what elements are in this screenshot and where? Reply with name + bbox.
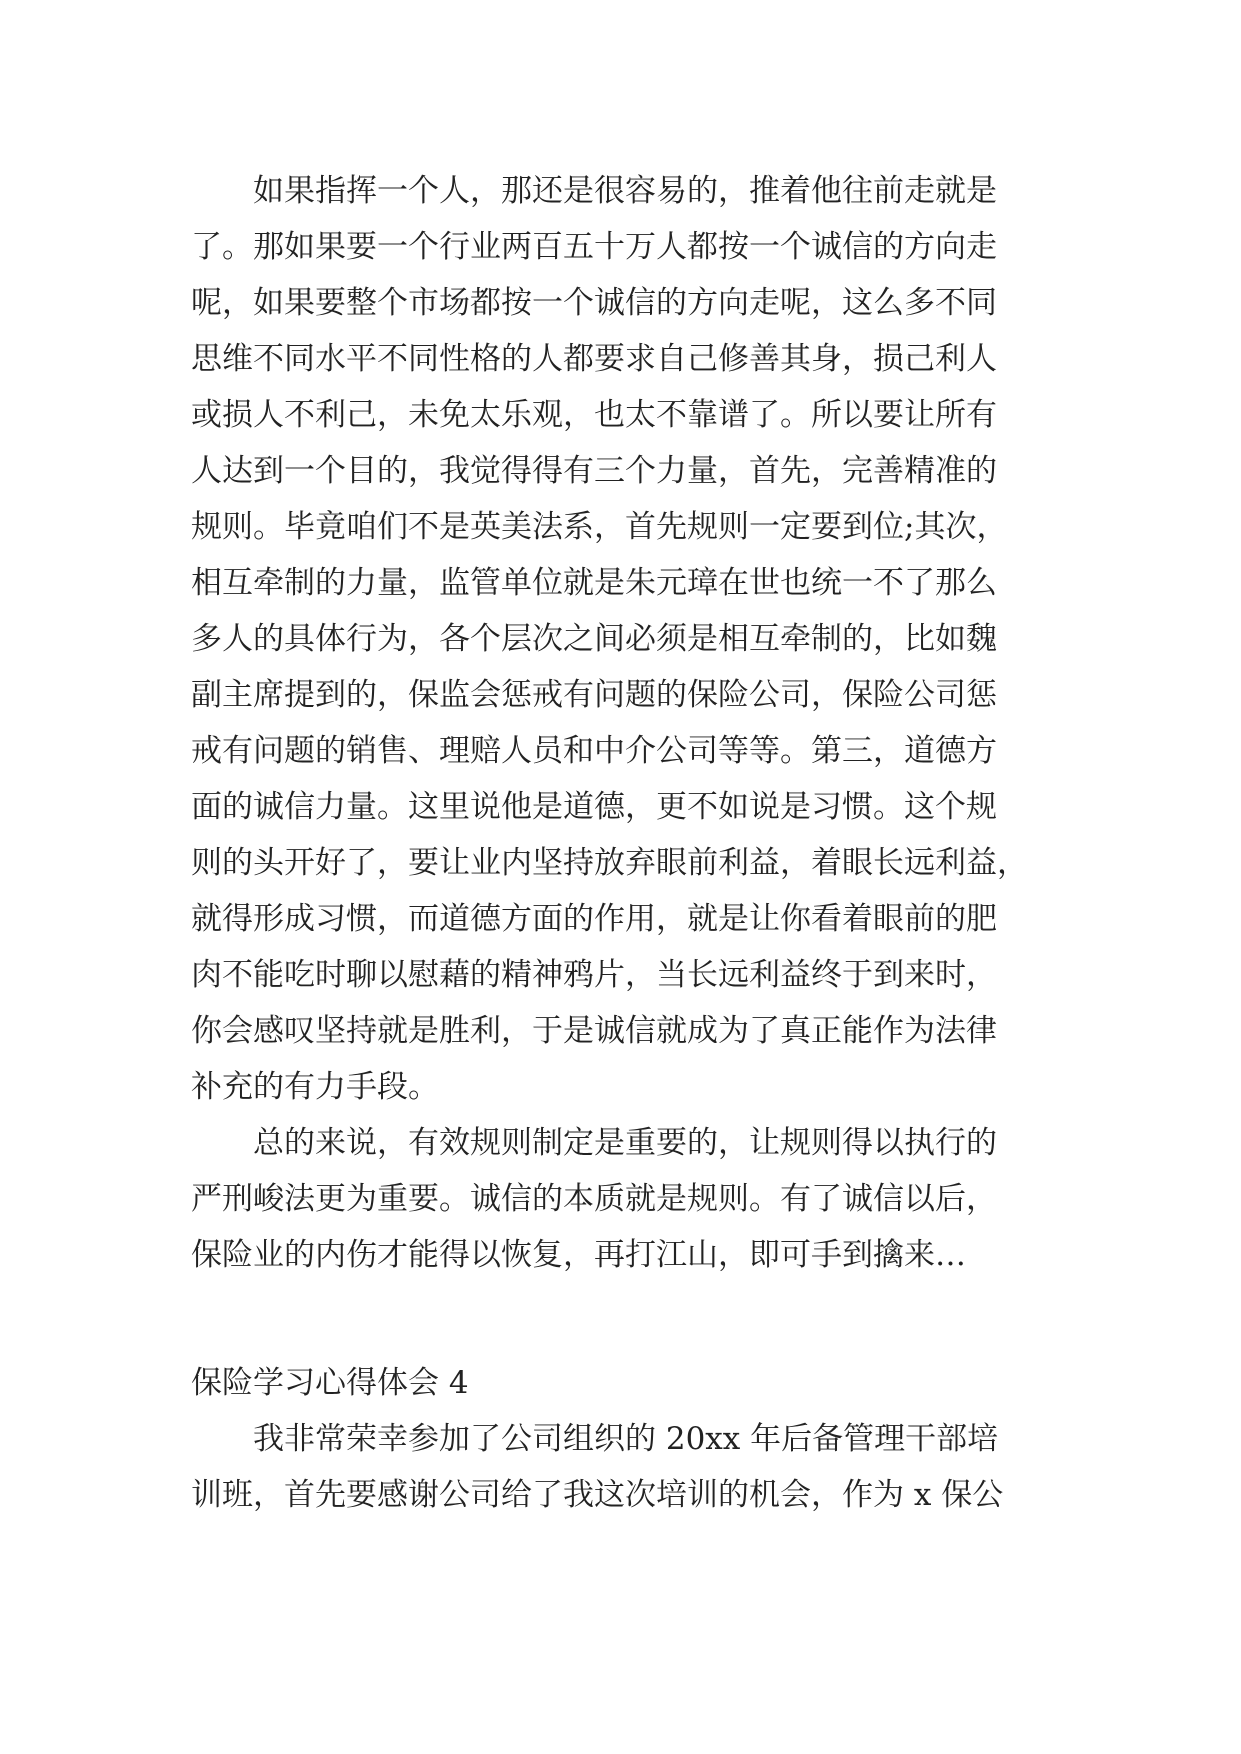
paragraph-line: 了。那如果要一个行业两百五十万人都按一个诚信的方向走	[191, 229, 997, 265]
paragraph-line: 规则。毕竟咱们不是英美法系，首先规则一定要到位;其次，	[191, 509, 1008, 545]
paragraph-line: 肉不能吃时聊以慰藉的精神鸦片，当长远利益终于到来时，	[191, 957, 997, 993]
section-heading: 保险学习心得体会 4	[191, 1365, 469, 1401]
paragraph-conclusion	[191, 1115, 1045, 1283]
paragraph-line: 多人的具体行为，各个层次之间必须是相互牵制的，比如魏	[191, 621, 997, 657]
document-body	[191, 163, 1045, 1523]
paragraph-line: 或损人不利己，未免太乐观，也太不靠谱了。所以要让所有	[191, 397, 997, 433]
paragraph-line: 如果指挥一个人，那还是很容易的，推着他往前走就是	[253, 173, 997, 209]
paragraph-training-intro	[191, 1411, 1045, 1523]
paragraph-line: 相互牵制的力量，监管单位就是朱元璋在世也统一不了那么	[191, 565, 997, 601]
paragraph-line: 则的头开好了，要让业内坚持放弃眼前利益，着眼长远利益，	[191, 845, 1028, 881]
paragraph-line: 思维不同水平不同性格的人都要求自己修善其身，损己利人	[191, 341, 997, 377]
paragraph-line: 副主席提到的，保监会惩戒有问题的保险公司，保险公司惩	[191, 677, 997, 713]
paragraph-line: 面的诚信力量。这里说他是道德，更不如说是习惯。这个规	[191, 789, 997, 825]
paragraph-line: 人达到一个目的，我觉得得有三个力量，首先，完善精准的	[191, 453, 997, 489]
paragraph-line: 你会感叹坚持就是胜利，于是诚信就成为了真正能作为法律	[191, 1013, 997, 1049]
paragraph-line: 呢，如果要整个市场都按一个诚信的方向走呢，这么多不同	[191, 285, 997, 321]
paragraph-line: 我非常荣幸参加了公司组织的 20xx 年后备管理干部培	[253, 1421, 999, 1457]
section-spacer	[191, 1283, 1045, 1355]
paragraph-line: 严刑峻法更为重要。诚信的本质就是规则。有了诚信以后，	[191, 1181, 997, 1217]
paragraph-line: 就得形成习惯，而道德方面的作用，就是让你看着眼前的肥	[191, 901, 997, 937]
paragraph-integrity-forces	[191, 163, 1045, 1115]
paragraph-line: 总的来说，有效规则制定是重要的，让规则得以执行的	[253, 1125, 997, 1161]
paragraph-line: 保险业的内伤才能得以恢复，再打江山，即可手到擒来…	[191, 1237, 966, 1273]
paragraph-line: 补充的有力手段。	[191, 1069, 439, 1105]
paragraph-line: 戒有问题的销售、理赔人员和中介公司等等。第三，道德方	[191, 733, 997, 769]
paragraph-line: 训班，首先要感谢公司给了我这次培训的机会，作为 x 保公	[191, 1477, 1004, 1513]
